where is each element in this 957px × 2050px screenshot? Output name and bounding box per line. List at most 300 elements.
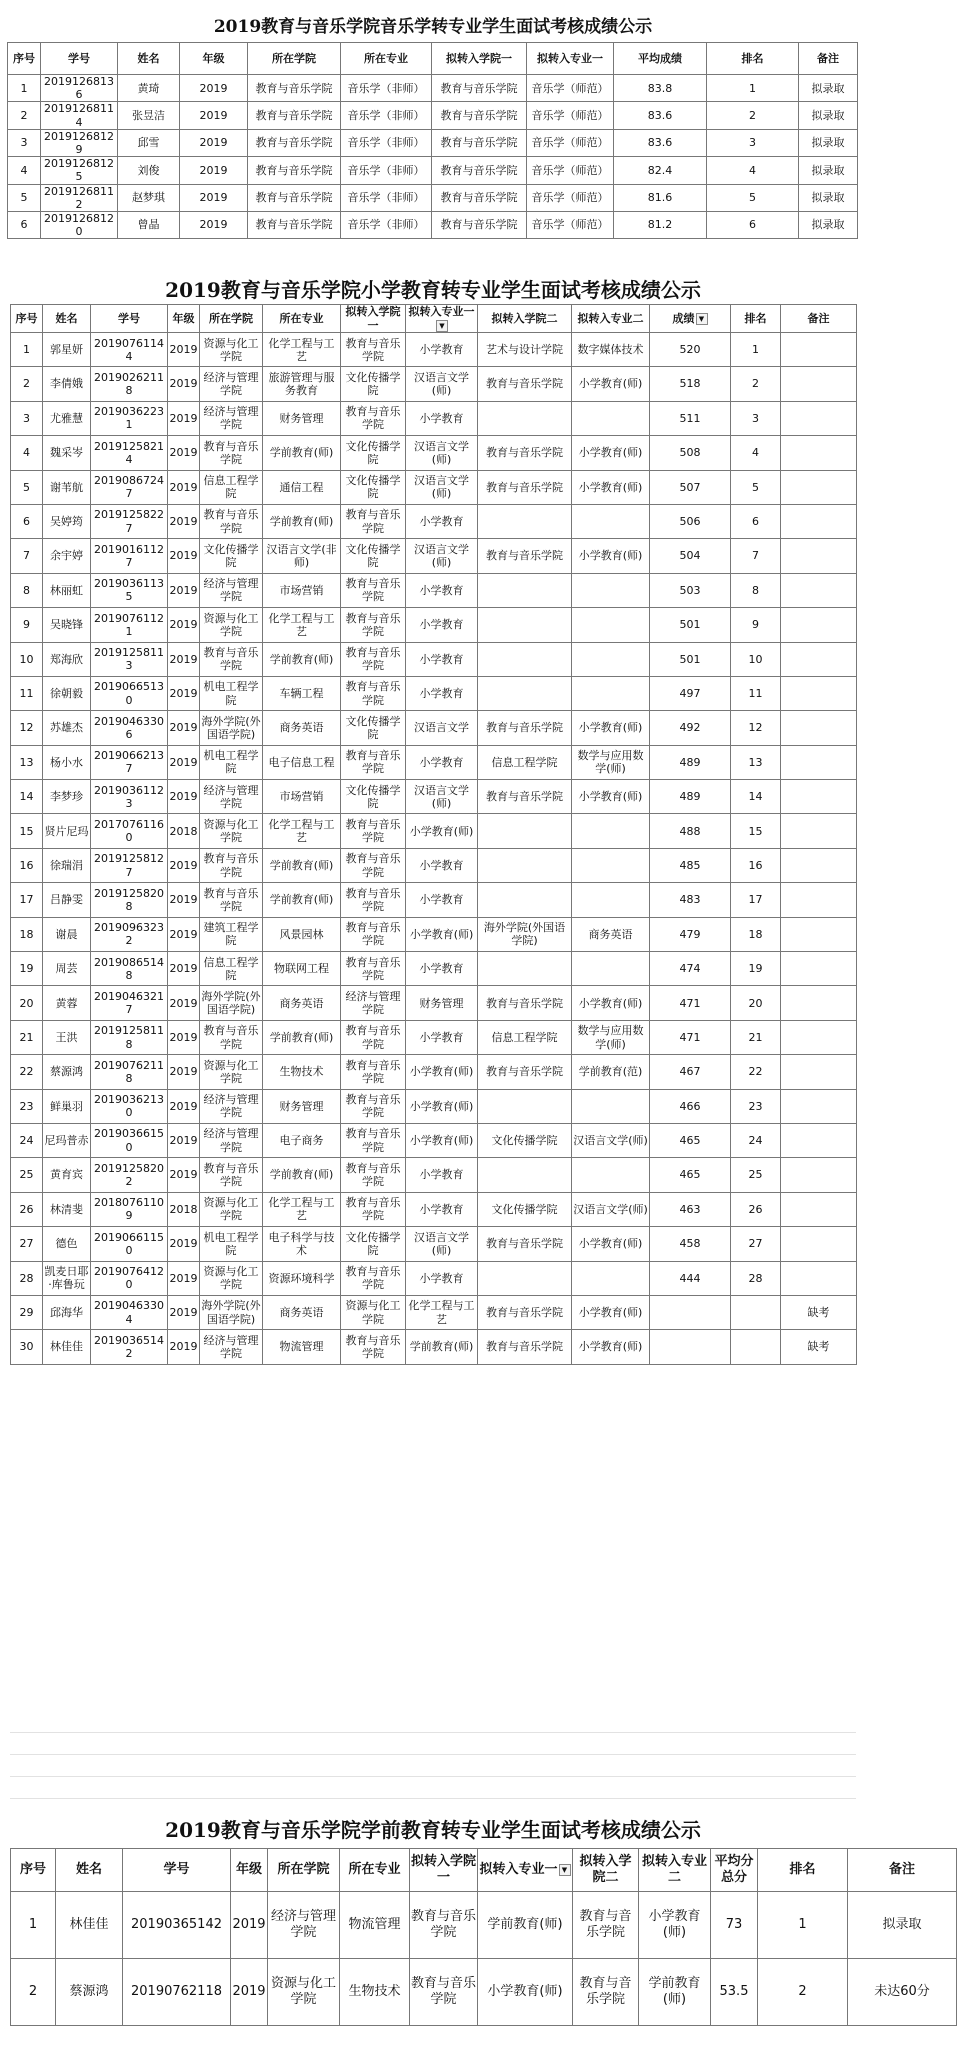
table-row [11, 333, 857, 367]
table-cell [478, 642, 572, 676]
filter-dropdown-icon[interactable]: ▼ [696, 313, 708, 325]
table-cell: 20191268114 [41, 102, 118, 129]
table-cell: 488 [650, 814, 731, 848]
table-cell: 未达60分 [848, 1959, 957, 2026]
table-row [11, 676, 857, 710]
table-cell: 拟录取 [799, 102, 858, 129]
table-cell: 471 [650, 1020, 731, 1054]
table-cell: 3 [11, 401, 43, 435]
table-cell [478, 608, 572, 642]
table-cell: 徐朝毅 [43, 676, 91, 710]
table-row [11, 883, 857, 917]
table1-header-cell [41, 43, 118, 75]
table-cell [572, 608, 650, 642]
table-cell: 2018 [168, 1192, 200, 1226]
table-cell: 化学工程与工艺 [263, 333, 341, 367]
table2-header-label: 拟转入学院二 [491, 311, 558, 325]
table2-header-label: 拟转入学院一 [345, 305, 401, 332]
table-cell: 建筑工程学院 [200, 917, 263, 951]
table-row [11, 711, 857, 745]
table-cell: 教育与音乐学院 [341, 1261, 406, 1295]
table-cell [781, 917, 857, 951]
table-row [8, 129, 858, 156]
table-cell [781, 848, 857, 882]
table-row [11, 814, 857, 848]
table-cell: 2019 [180, 184, 248, 211]
table-cell: 汉语言文学(非师) [263, 539, 341, 573]
table-cell: 教育与音乐学院 [478, 1055, 572, 1089]
table-cell [572, 883, 650, 917]
table-cell: 经济与管理学院 [200, 1123, 263, 1157]
table-cell: 18 [11, 917, 43, 951]
table-cell: 20190761121 [91, 608, 168, 642]
table-cell: 缺考 [781, 1330, 857, 1364]
table-cell: 2019 [168, 504, 200, 538]
table-row [11, 1089, 857, 1123]
table-cell [781, 539, 857, 573]
table-cell: 6 [707, 211, 799, 238]
table-cell: 教育与音乐学院 [341, 814, 406, 848]
table-cell: 曾晶 [118, 211, 180, 238]
table2-title: 2019教育与音乐学院小学教育转专业学生面试考核成绩公示 [165, 278, 701, 302]
table-cell: 信息工程学院 [478, 1020, 572, 1054]
table-row [11, 1330, 857, 1364]
table-row [11, 539, 857, 573]
table-row [11, 917, 857, 951]
table-cell: 2019 [168, 1227, 200, 1261]
table-cell: 7 [11, 539, 43, 573]
table-cell: 2019 [168, 608, 200, 642]
table-cell: 吴晓锋 [43, 608, 91, 642]
table-cell: 生物技术 [340, 1959, 410, 2026]
table-cell: 文化传播学院 [478, 1123, 572, 1157]
table-cell [781, 642, 857, 676]
table-cell: 商务英语 [263, 986, 341, 1020]
table-cell: 资源与化工学院 [200, 1055, 263, 1089]
table-cell: 2019 [168, 401, 200, 435]
table-cell: 28 [731, 1261, 781, 1295]
table-cell [781, 986, 857, 1020]
table-cell [781, 1055, 857, 1089]
table2-header-cell [168, 305, 200, 333]
table-cell: 10 [11, 642, 43, 676]
table-cell: 教育与音乐学院 [200, 883, 263, 917]
table-cell: 教育与音乐学院 [248, 75, 341, 102]
table-cell: 小学教育(师) [406, 1055, 478, 1089]
table-cell: 教育与音乐学院 [341, 917, 406, 951]
table-cell: 20191268125 [41, 157, 118, 184]
table-cell: 19 [731, 952, 781, 986]
table-cell: 林佳佳 [56, 1892, 123, 1959]
table-cell: 教育与音乐学院 [341, 1020, 406, 1054]
table1-header-cell [248, 43, 341, 75]
table-cell: 教育与音乐学院 [478, 436, 572, 470]
table-cell: 20190366150 [91, 1123, 168, 1157]
table-cell: 2019 [168, 436, 200, 470]
table-cell: 20191268129 [41, 129, 118, 156]
table-cell: 数学与应用数学(师) [572, 745, 650, 779]
table-cell: 文化传播学院 [341, 780, 406, 814]
table-cell [781, 814, 857, 848]
table-cell: 小学教育(师) [572, 367, 650, 401]
table-cell: 教育与音乐学院 [478, 1227, 572, 1261]
table-cell: 20190161127 [91, 539, 168, 573]
table-cell: 14 [731, 780, 781, 814]
table-row [11, 952, 857, 986]
table-cell [781, 780, 857, 814]
table-cell: 12 [11, 711, 43, 745]
table-cell: 文化传播学院 [341, 539, 406, 573]
table2-header-label: 序号 [15, 311, 38, 325]
table-cell [781, 1261, 857, 1295]
table-cell: 魏采岑 [43, 436, 91, 470]
table-cell: 26 [731, 1192, 781, 1226]
table-row [11, 848, 857, 882]
table-cell: 教育与音乐学院 [200, 436, 263, 470]
table-row [11, 401, 857, 435]
table-cell: 教育与音乐学院 [478, 1295, 572, 1329]
table-cell: 物流管理 [263, 1330, 341, 1364]
table-cell: 汉语言文学(师) [572, 1123, 650, 1157]
table-cell: 小学教育(师) [406, 814, 478, 848]
table-cell: 教育与音乐学院 [341, 1055, 406, 1089]
table-cell: 2 [8, 102, 41, 129]
table-cell: 教育与音乐学院 [432, 129, 527, 156]
table2-header-cell [200, 305, 263, 333]
table-cell: 谢晨 [43, 917, 91, 951]
table3-header-cell [848, 1849, 957, 1892]
table-cell: 2019 [168, 780, 200, 814]
table-cell: 化学工程与工艺 [263, 1192, 341, 1226]
table-cell: 2019 [180, 157, 248, 184]
table-cell: 2019 [168, 470, 200, 504]
table3-header-label: 学号 [163, 1862, 190, 1878]
table-cell: 2 [731, 367, 781, 401]
table-cell: 2019 [168, 986, 200, 1020]
table3-header-cell [123, 1849, 231, 1892]
table-cell: 教育与音乐学院 [341, 1089, 406, 1123]
table-cell: 王洪 [43, 1020, 91, 1054]
table-cell: 1 [11, 333, 43, 367]
table1-header-cell [614, 43, 707, 75]
table-cell: 文化传播学院 [478, 1192, 572, 1226]
table-row [11, 986, 857, 1020]
table-cell: 小学教育 [406, 952, 478, 986]
table1-header-label: 拟转入学院一 [446, 51, 512, 65]
table-cell: 教育与音乐学院 [341, 401, 406, 435]
table-cell: 海外学院(外国语学院) [200, 711, 263, 745]
table-cell: 小学教育(师) [572, 780, 650, 814]
table-cell: 小学教育(师) [572, 436, 650, 470]
table-cell [781, 470, 857, 504]
table-cell [478, 814, 572, 848]
table-cell: 2019 [168, 1020, 200, 1054]
table-cell: 81.6 [614, 184, 707, 211]
table-cell: 文化传播学院 [341, 436, 406, 470]
table-cell: 467 [650, 1055, 731, 1089]
table3-header-cell [758, 1849, 848, 1892]
table-cell: 小学教育 [406, 745, 478, 779]
table-cell: 音乐学（师范） [527, 211, 614, 238]
table-cell: 4 [707, 157, 799, 184]
table2-header-label: 所在专业 [279, 311, 324, 325]
table-cell: 艺术与设计学院 [478, 333, 572, 367]
table2-header-cell [406, 305, 478, 333]
table-cell [650, 1330, 731, 1364]
table-cell: 2019 [168, 883, 200, 917]
table-cell: 1 [707, 75, 799, 102]
table-cell: 2 [758, 1959, 848, 2026]
table-cell [478, 1261, 572, 1295]
table-cell: 24 [11, 1123, 43, 1157]
table-row [11, 367, 857, 401]
table-cell: 小学教育(师) [572, 986, 650, 1020]
table-cell: 20190463306 [91, 711, 168, 745]
table-cell: 海外学院(外国语学院) [478, 917, 572, 951]
table-cell: 林清斐 [43, 1192, 91, 1226]
table2-header-cell [650, 305, 731, 333]
table-cell: 2019 [168, 573, 200, 607]
table-cell: 15 [11, 814, 43, 848]
table-cell: 73 [711, 1892, 758, 1959]
table-cell: 小学教育(师) [572, 1330, 650, 1364]
table-cell: 2019 [168, 676, 200, 710]
table-cell: 化学工程与工艺 [406, 1295, 478, 1329]
table-cell: 生物技术 [263, 1055, 341, 1089]
table-cell: 15 [731, 814, 781, 848]
table3-header-cell [711, 1849, 758, 1892]
table-cell: 444 [650, 1261, 731, 1295]
blank-grid [10, 1732, 856, 1822]
table-cell [478, 504, 572, 538]
table-cell: 2019 [180, 102, 248, 129]
table-cell [572, 1158, 650, 1192]
table-cell: 周芸 [43, 952, 91, 986]
table-cell [781, 608, 857, 642]
table-cell: 2019 [180, 211, 248, 238]
table-cell: 小学教育 [406, 401, 478, 435]
table-cell: 2019 [168, 1055, 200, 1089]
table-cell [781, 711, 857, 745]
table-cell: 20190764120 [91, 1261, 168, 1295]
table-cell: 23 [11, 1089, 43, 1123]
table2-header-label: 成绩 [672, 311, 695, 325]
table-row [11, 780, 857, 814]
table-cell [478, 401, 572, 435]
table-cell: 1 [758, 1892, 848, 1959]
table-cell: 资源与化工学院 [341, 1295, 406, 1329]
table2-header-label: 学号 [118, 311, 140, 325]
table3-header-label: 拟转入学院二 [579, 1854, 632, 1885]
table-cell [572, 1089, 650, 1123]
table-cell: 2019 [180, 75, 248, 102]
table-cell: 黄琦 [118, 75, 180, 102]
table-cell: 20190865148 [91, 952, 168, 986]
table-cell: 信息工程学院 [200, 470, 263, 504]
table-cell: 19 [11, 952, 43, 986]
table1-header-label: 拟转入专业一 [537, 51, 603, 65]
table-cell: 汉语言文学(师) [406, 436, 478, 470]
table-cell: 郭星妍 [43, 333, 91, 367]
table-cell: 教育与音乐学院 [341, 1123, 406, 1157]
table2-header-label: 拟转入专业二 [577, 311, 644, 325]
table-cell: 音乐学（非师） [341, 211, 432, 238]
table2-header-label: 排名 [744, 311, 767, 325]
table3-header-label: 年级 [235, 1862, 262, 1878]
table-cell: 文化传播学院 [200, 539, 263, 573]
table-cell: 音乐学（师范） [527, 102, 614, 129]
table-cell: 林丽虹 [43, 573, 91, 607]
table-cell: 汉语言文学(师) [406, 539, 478, 573]
table-cell: 20190463217 [91, 986, 168, 1020]
table-cell: 504 [650, 539, 731, 573]
table-cell: 经济与管理学院 [200, 573, 263, 607]
table-cell: 教育与音乐学院 [341, 952, 406, 986]
table-cell: 商务英语 [263, 1295, 341, 1329]
table-cell: 教育与音乐学院 [341, 1330, 406, 1364]
table-row [11, 745, 857, 779]
table-cell: 小学教育(师) [572, 711, 650, 745]
table-cell: 资源与化工学院 [268, 1959, 340, 2026]
table-cell: 507 [650, 470, 731, 504]
table-cell: 文化传播学院 [341, 367, 406, 401]
table-cell: 教育与音乐学院 [200, 642, 263, 676]
table-cell: 小学教育 [406, 883, 478, 917]
table-cell: 海外学院(外国语学院) [200, 986, 263, 1020]
table-cell: 20190762118 [123, 1959, 231, 2026]
table-cell: 23 [731, 1089, 781, 1123]
table-cell: 20190762118 [91, 1055, 168, 1089]
table-cell: 资源环境科学 [263, 1261, 341, 1295]
table-cell: 20191258227 [91, 504, 168, 538]
table-cell [781, 676, 857, 710]
table2-header-cell [731, 305, 781, 333]
table-cell [572, 1261, 650, 1295]
table-cell [781, 1158, 857, 1192]
table-cell: 教育与音乐学院 [410, 1959, 478, 2026]
table-cell: 邱雪 [118, 129, 180, 156]
table-cell: 20191268120 [41, 211, 118, 238]
table-cell: 20191268136 [41, 75, 118, 102]
table-cell: 20190365142 [123, 1892, 231, 1959]
table-cell: 教育与音乐学院 [478, 539, 572, 573]
table-cell: 音乐学（师范） [527, 75, 614, 102]
table-cell: 教育与音乐学院 [478, 780, 572, 814]
table-cell: 小学教育 [406, 1261, 478, 1295]
filter-dropdown-icon[interactable]: ▼ [559, 1864, 571, 1876]
table-cell: 音乐学（非师） [341, 157, 432, 184]
table-cell: 82.4 [614, 157, 707, 184]
table-cell: 5 [8, 184, 41, 211]
table-cell [478, 1089, 572, 1123]
table-cell: 501 [650, 608, 731, 642]
table-cell: 经济与管理学院 [268, 1892, 340, 1959]
table-cell: 小学教育(师) [572, 1295, 650, 1329]
table-cell [572, 814, 650, 848]
table-cell: 2019 [168, 917, 200, 951]
table-cell: 2 [11, 1959, 56, 2026]
table-cell: 教育与音乐学院 [248, 129, 341, 156]
table-cell: 学前教育(师) [406, 1330, 478, 1364]
table2-header-cell [572, 305, 650, 333]
table-cell [781, 401, 857, 435]
table3-header-cell [340, 1849, 410, 1892]
table-cell: 蔡源鸿 [43, 1055, 91, 1089]
table-cell: 凯麦日耶·库鲁玩 [43, 1261, 91, 1295]
table-cell: 数字媒体技术 [572, 333, 650, 367]
table3-header-label: 所在学院 [277, 1862, 330, 1878]
filter-dropdown-icon[interactable]: ▼ [436, 320, 448, 332]
table1-header-label: 所在专业 [364, 51, 408, 65]
table-cell: 音乐学（师范） [527, 184, 614, 211]
table-cell: 教育与音乐学院 [341, 1158, 406, 1192]
table3-header-label: 拟转入学院一 [411, 1854, 477, 1885]
table-cell: 文化传播学院 [341, 1227, 406, 1261]
table-row [8, 75, 858, 102]
table3-header-cell [11, 1849, 56, 1892]
table-cell: 20190665130 [91, 676, 168, 710]
table2-header-label: 姓名 [55, 311, 78, 325]
table-cell: 1 [11, 1892, 56, 1959]
table-row [8, 184, 858, 211]
table-cell: 7 [731, 539, 781, 573]
table-cell: 学前教育(师) [639, 1959, 711, 2026]
table-cell: 17 [731, 883, 781, 917]
table-cell: 20191258127 [91, 848, 168, 882]
table-cell: 小学教育 [406, 608, 478, 642]
table-cell [781, 573, 857, 607]
table-cell: 学前教育(范) [572, 1055, 650, 1089]
table2 [10, 304, 857, 1365]
table-cell: 郑海欣 [43, 642, 91, 676]
table-cell: 16 [11, 848, 43, 882]
table-cell: 4 [8, 157, 41, 184]
table3-header-cell [231, 1849, 268, 1892]
table3-header-label: 姓名 [75, 1862, 102, 1878]
table-cell: 471 [650, 986, 731, 1020]
table-cell: 520 [650, 333, 731, 367]
table1 [7, 42, 858, 239]
table-cell: 市场营销 [263, 573, 341, 607]
table-cell: 81.2 [614, 211, 707, 238]
table3-header-label: 备注 [888, 1862, 915, 1878]
table-row [11, 1020, 857, 1054]
table-cell [572, 642, 650, 676]
table-cell: 83.6 [614, 129, 707, 156]
table-cell: 财务管理 [406, 986, 478, 1020]
table-cell: 教育与音乐学院 [432, 75, 527, 102]
table-cell [781, 436, 857, 470]
table-cell: 508 [650, 436, 731, 470]
table-cell: 20 [731, 986, 781, 1020]
table-cell: 汉语言文学(师) [406, 367, 478, 401]
table-cell: 20180761109 [91, 1192, 168, 1226]
table-cell: 刘俊 [118, 157, 180, 184]
table-cell [650, 1295, 731, 1329]
table1-header-cell [341, 43, 432, 75]
table-cell [781, 883, 857, 917]
table-cell: 拟录取 [799, 184, 858, 211]
table-cell: 资源与化工学院 [200, 608, 263, 642]
table-cell: 学前教育(师) [263, 504, 341, 538]
table-cell: 3 [707, 129, 799, 156]
table-cell: 教育与音乐学院 [341, 883, 406, 917]
table-row [11, 1055, 857, 1089]
table-cell: 市场营销 [263, 780, 341, 814]
table-cell: 4 [11, 436, 43, 470]
table-cell: 旅游管理与服务教育 [263, 367, 341, 401]
table-cell: 教育与音乐学院 [341, 573, 406, 607]
